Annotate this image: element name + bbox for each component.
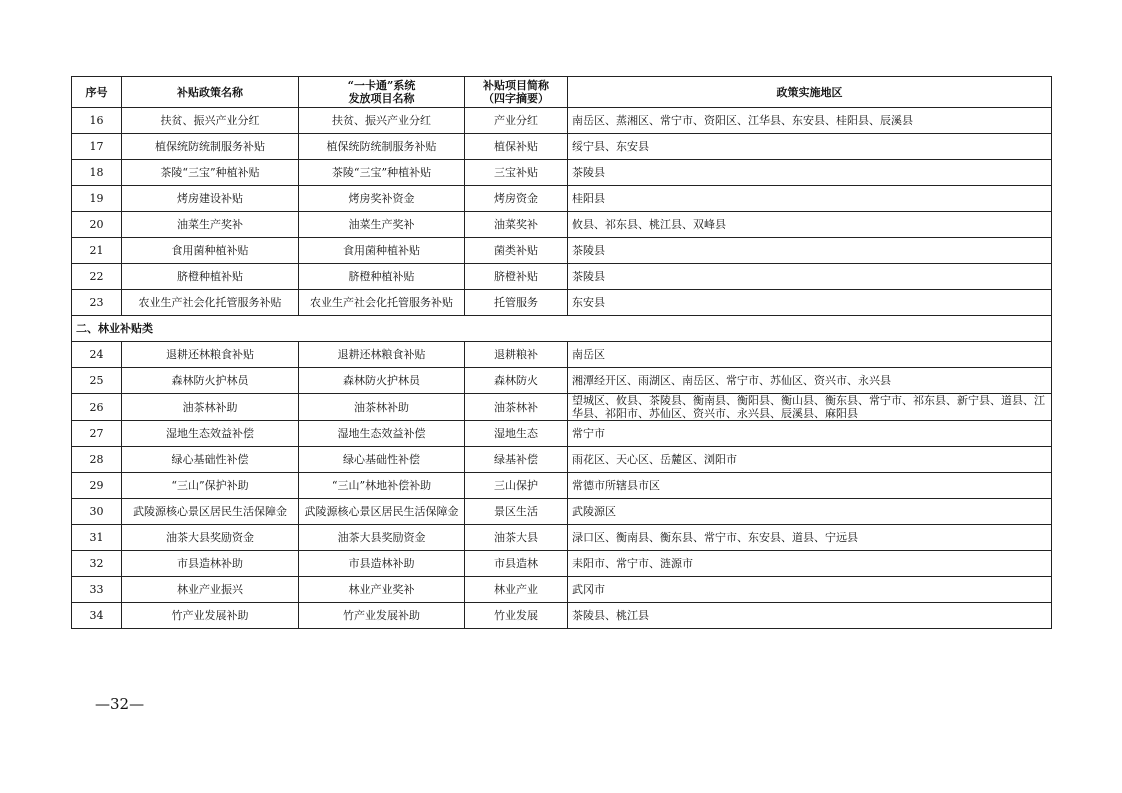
header-index: 序号	[72, 77, 122, 108]
cell-policy-name: 油茶大县奖励资金	[122, 525, 299, 551]
cell-policy-name: 退耕还林粮食补贴	[122, 342, 299, 368]
cell-card-item: 农业生产社会化托管服务补贴	[299, 290, 465, 316]
cell-index: 17	[72, 134, 122, 160]
cell-index: 34	[72, 603, 122, 629]
table-row	[72, 342, 1052, 368]
cell-policy-name: 食用菌种植补贴	[122, 238, 299, 264]
cell-abbr: 脐橙补贴	[465, 264, 568, 290]
cell-policy-name: 茶陵“三宝”种植补贴	[122, 160, 299, 186]
cell-index: 16	[72, 108, 122, 134]
cell-card-item: “三山”林地补偿补助	[299, 473, 465, 499]
cell-policy-name: 湿地生态效益补偿	[122, 421, 299, 447]
cell-region: 攸县、祁东县、桃江县、双峰县	[568, 212, 1052, 238]
table-row	[72, 108, 1052, 134]
table-row	[72, 212, 1052, 238]
header-card-item-line1: “一卡通”系统	[347, 79, 416, 92]
cell-card-item: 扶贫、振兴产业分红	[299, 108, 465, 134]
cell-index: 26	[72, 394, 122, 421]
cell-index: 18	[72, 160, 122, 186]
cell-abbr: 产业分红	[465, 108, 568, 134]
cell-policy-name: 武陵源核心景区居民生活保障金	[122, 499, 299, 525]
page-number: —32—	[95, 695, 145, 713]
table-row	[72, 264, 1052, 290]
cell-policy-name: 扶贫、振兴产业分红	[122, 108, 299, 134]
table-row	[72, 421, 1052, 447]
cell-region: 南岳区	[568, 342, 1052, 368]
cell-card-item: 湿地生态效益补偿	[299, 421, 465, 447]
cell-card-item: 食用菌种植补贴	[299, 238, 465, 264]
cell-region: 雨花区、天心区、岳麓区、浏阳市	[568, 447, 1052, 473]
cell-region: 绥宁县、东安县	[568, 134, 1052, 160]
cell-card-item: 植保统防统制服务补贴	[299, 134, 465, 160]
cell-policy-name: 烤房建设补贴	[122, 186, 299, 212]
cell-policy-name: 脐橙种植补贴	[122, 264, 299, 290]
cell-index: 21	[72, 238, 122, 264]
cell-index: 31	[72, 525, 122, 551]
cell-index: 25	[72, 368, 122, 394]
cell-region: 湘潭经开区、雨湖区、南岳区、常宁市、苏仙区、资兴市、永兴县	[568, 368, 1052, 394]
cell-region: 茶陵县	[568, 238, 1052, 264]
cell-region: 南岳区、蒸湘区、常宁市、资阳区、江华县、东安县、桂阳县、辰溪县	[568, 108, 1052, 134]
cell-card-item: 林业产业奖补	[299, 577, 465, 603]
cell-abbr: 油菜奖补	[465, 212, 568, 238]
cell-abbr: 竹业发展	[465, 603, 568, 629]
table-row	[72, 447, 1052, 473]
table-row	[72, 603, 1052, 629]
cell-policy-name: 油茶林补助	[122, 394, 299, 421]
cell-card-item: 脐橙种植补贴	[299, 264, 465, 290]
section-row	[72, 316, 1052, 342]
cell-abbr: 林业产业	[465, 577, 568, 603]
cell-card-item: 竹产业发展补助	[299, 603, 465, 629]
cell-region: 常德市所辖县市区	[568, 473, 1052, 499]
cell-region: 茶陵县	[568, 264, 1052, 290]
table-row	[72, 577, 1052, 603]
cell-card-item: 绿心基础性补偿	[299, 447, 465, 473]
cell-index: 22	[72, 264, 122, 290]
table-row	[72, 134, 1052, 160]
cell-card-item: 森林防火护林员	[299, 368, 465, 394]
cell-policy-name: 市县造林补助	[122, 551, 299, 577]
table-row	[72, 551, 1052, 577]
cell-region: 东安县	[568, 290, 1052, 316]
cell-index: 19	[72, 186, 122, 212]
cell-abbr: 三宝补贴	[465, 160, 568, 186]
section-title: 二、林业补贴类	[72, 316, 1052, 342]
cell-region: 耒阳市、常宁市、涟源市	[568, 551, 1052, 577]
table-row	[72, 186, 1052, 212]
cell-policy-name: 林业产业振兴	[122, 577, 299, 603]
cell-card-item: 退耕还林粮食补贴	[299, 342, 465, 368]
cell-abbr: 油茶林补	[465, 394, 568, 421]
cell-region: 茶陵县、桃江县	[568, 603, 1052, 629]
cell-index: 30	[72, 499, 122, 525]
table-row	[72, 499, 1052, 525]
cell-abbr: 景区生活	[465, 499, 568, 525]
cell-abbr: 森林防火	[465, 368, 568, 394]
cell-card-item: 油菜生产奖补	[299, 212, 465, 238]
cell-region: 武陵源区	[568, 499, 1052, 525]
cell-index: 33	[72, 577, 122, 603]
cell-card-item: 油茶林补助	[299, 394, 465, 421]
cell-policy-name: 植保统防统制服务补贴	[122, 134, 299, 160]
header-abbr-line2: （四字摘要）	[483, 92, 549, 105]
cell-index: 29	[72, 473, 122, 499]
cell-index: 27	[72, 421, 122, 447]
header-card-item	[299, 77, 465, 108]
subsidy-policy-table	[71, 76, 1052, 629]
header-card-item-line2: 发放项目名称	[348, 92, 415, 105]
header-abbr	[465, 77, 568, 108]
cell-card-item: 油茶大县奖励资金	[299, 525, 465, 551]
cell-region: 常宁市	[568, 421, 1052, 447]
table-body	[72, 108, 1052, 629]
cell-policy-name: 竹产业发展补助	[122, 603, 299, 629]
cell-region: 望城区、攸县、茶陵县、衡南县、衡阳县、衡山县、衡东县、常宁市、祁东县、新宁县、道县、江华县、祁阳市、苏仙区、资兴市、永兴县、辰溪县、麻阳县	[568, 394, 1052, 421]
table-row	[72, 394, 1052, 421]
cell-abbr: 退耕粮补	[465, 342, 568, 368]
header-region: 政策实施地区	[568, 77, 1052, 108]
cell-abbr: 油茶大县	[465, 525, 568, 551]
cell-index: 23	[72, 290, 122, 316]
table-row	[72, 473, 1052, 499]
header-policy-name: 补贴政策名称	[122, 77, 299, 108]
cell-abbr: 绿基补偿	[465, 447, 568, 473]
cell-region: 桂阳县	[568, 186, 1052, 212]
table-row	[72, 238, 1052, 264]
cell-card-item: 武陵源核心景区居民生活保障金	[299, 499, 465, 525]
cell-region: 渌口区、衡南县、衡东县、常宁市、东安县、道县、宁远县	[568, 525, 1052, 551]
cell-policy-name: 森林防火护林员	[122, 368, 299, 394]
cell-policy-name: 绿心基础性补偿	[122, 447, 299, 473]
cell-card-item: 市县造林补助	[299, 551, 465, 577]
cell-abbr: 菌类补贴	[465, 238, 568, 264]
cell-abbr: 植保补贴	[465, 134, 568, 160]
table-row	[72, 290, 1052, 316]
cell-region: 茶陵县	[568, 160, 1052, 186]
cell-index: 28	[72, 447, 122, 473]
cell-abbr: 三山保护	[465, 473, 568, 499]
cell-policy-name: 油菜生产奖补	[122, 212, 299, 238]
cell-region: 武冈市	[568, 577, 1052, 603]
table-header-row	[72, 77, 1052, 108]
cell-index: 24	[72, 342, 122, 368]
table-row	[72, 160, 1052, 186]
cell-policy-name: “三山”保护补助	[122, 473, 299, 499]
header-abbr-line1: 补贴项目简称	[483, 79, 549, 92]
cell-abbr: 烤房资金	[465, 186, 568, 212]
cell-index: 20	[72, 212, 122, 238]
cell-card-item: 烤房奖补资金	[299, 186, 465, 212]
cell-abbr: 市县造林	[465, 551, 568, 577]
cell-abbr: 托管服务	[465, 290, 568, 316]
table-row	[72, 368, 1052, 394]
cell-index: 32	[72, 551, 122, 577]
table-row	[72, 525, 1052, 551]
cell-abbr: 湿地生态	[465, 421, 568, 447]
cell-card-item: 茶陵“三宝”种植补贴	[299, 160, 465, 186]
cell-policy-name: 农业生产社会化托管服务补贴	[122, 290, 299, 316]
